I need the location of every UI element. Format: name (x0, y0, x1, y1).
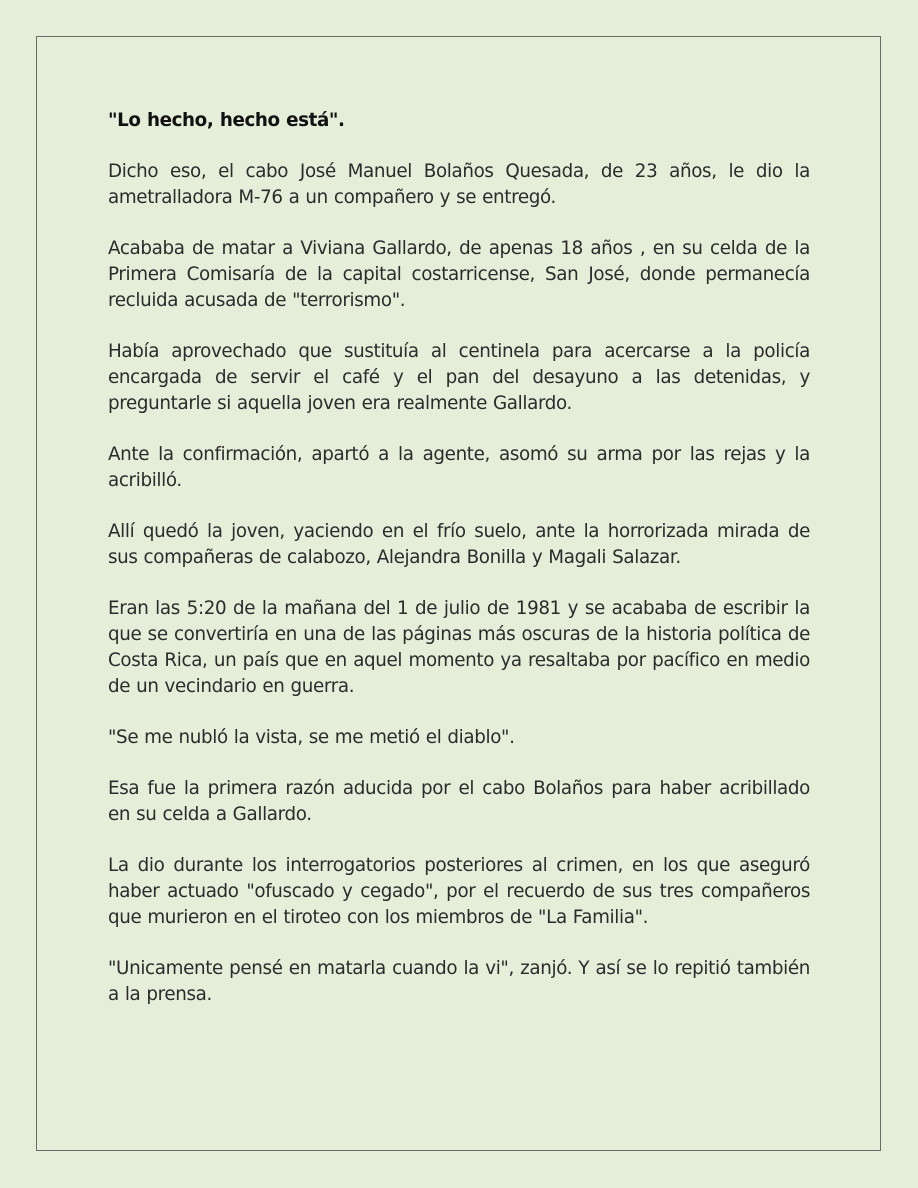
paragraph: Allí quedó la joven, yaciendo en el frío suelo, ante la horrorizada mirada de sus compañeras de calabozo, Alejandra Bonilla y Magali Salazar. (108, 521, 810, 568)
paragraph: Dicho eso, el cabo José Manuel Bolaños Quesada, de 23 años, le dio la ametralladora M-76 a un compañero y se entregó. (108, 161, 810, 208)
paragraph: Acababa de matar a Viviana Gallardo, de apenas 18 años , en su celda de la Primera Comisaría de la capital costarricense, San José, donde permanecía recluida acusada de "terrorismo". (108, 238, 810, 311)
paragraph: Había aprovechado que sustituía al centinela para acercarse a la policía encargada de servir el café y el pan del desayuno a las detenidas, y preguntarle si aquella joven era realmente Gallardo. (108, 341, 810, 414)
paragraph: "Unicamente pensé en matarla cuando la vi", zanjó. Y así se lo repitió también a la prensa. (108, 958, 810, 1005)
paragraph: Ante la confirmación, apartó a la agente, asomó su arma por las rejas y la acribilló. (108, 444, 810, 491)
paragraph: Esa fue la primera razón aducida por el cabo Bolaños para haber acribillado en su celda a Gallardo. (108, 778, 810, 825)
paragraph: Eran las 5:20 de la mañana del 1 de julio de 1981 y se acababa de escribir la que se convertiría en una de las páginas más oscuras de la historia política de Costa Rica, un país que en aquel momento ya resaltaba por pacífico en medio de un vecindario en guerra. (108, 598, 810, 697)
article-body (108, 108, 810, 1033)
paragraph: La dio durante los interrogatorios posteriores al crimen, en los que aseguró haber actuado "ofuscado y cegado", por el recuerdo de sus tres compañeros que murieron en el tiroteo con los miembros de "La Familia". (108, 855, 810, 928)
paragraph: "Se me nubló la vista, se me metió el diablo". (108, 727, 515, 748)
article-title: "Lo hecho, hecho está". (108, 110, 345, 131)
